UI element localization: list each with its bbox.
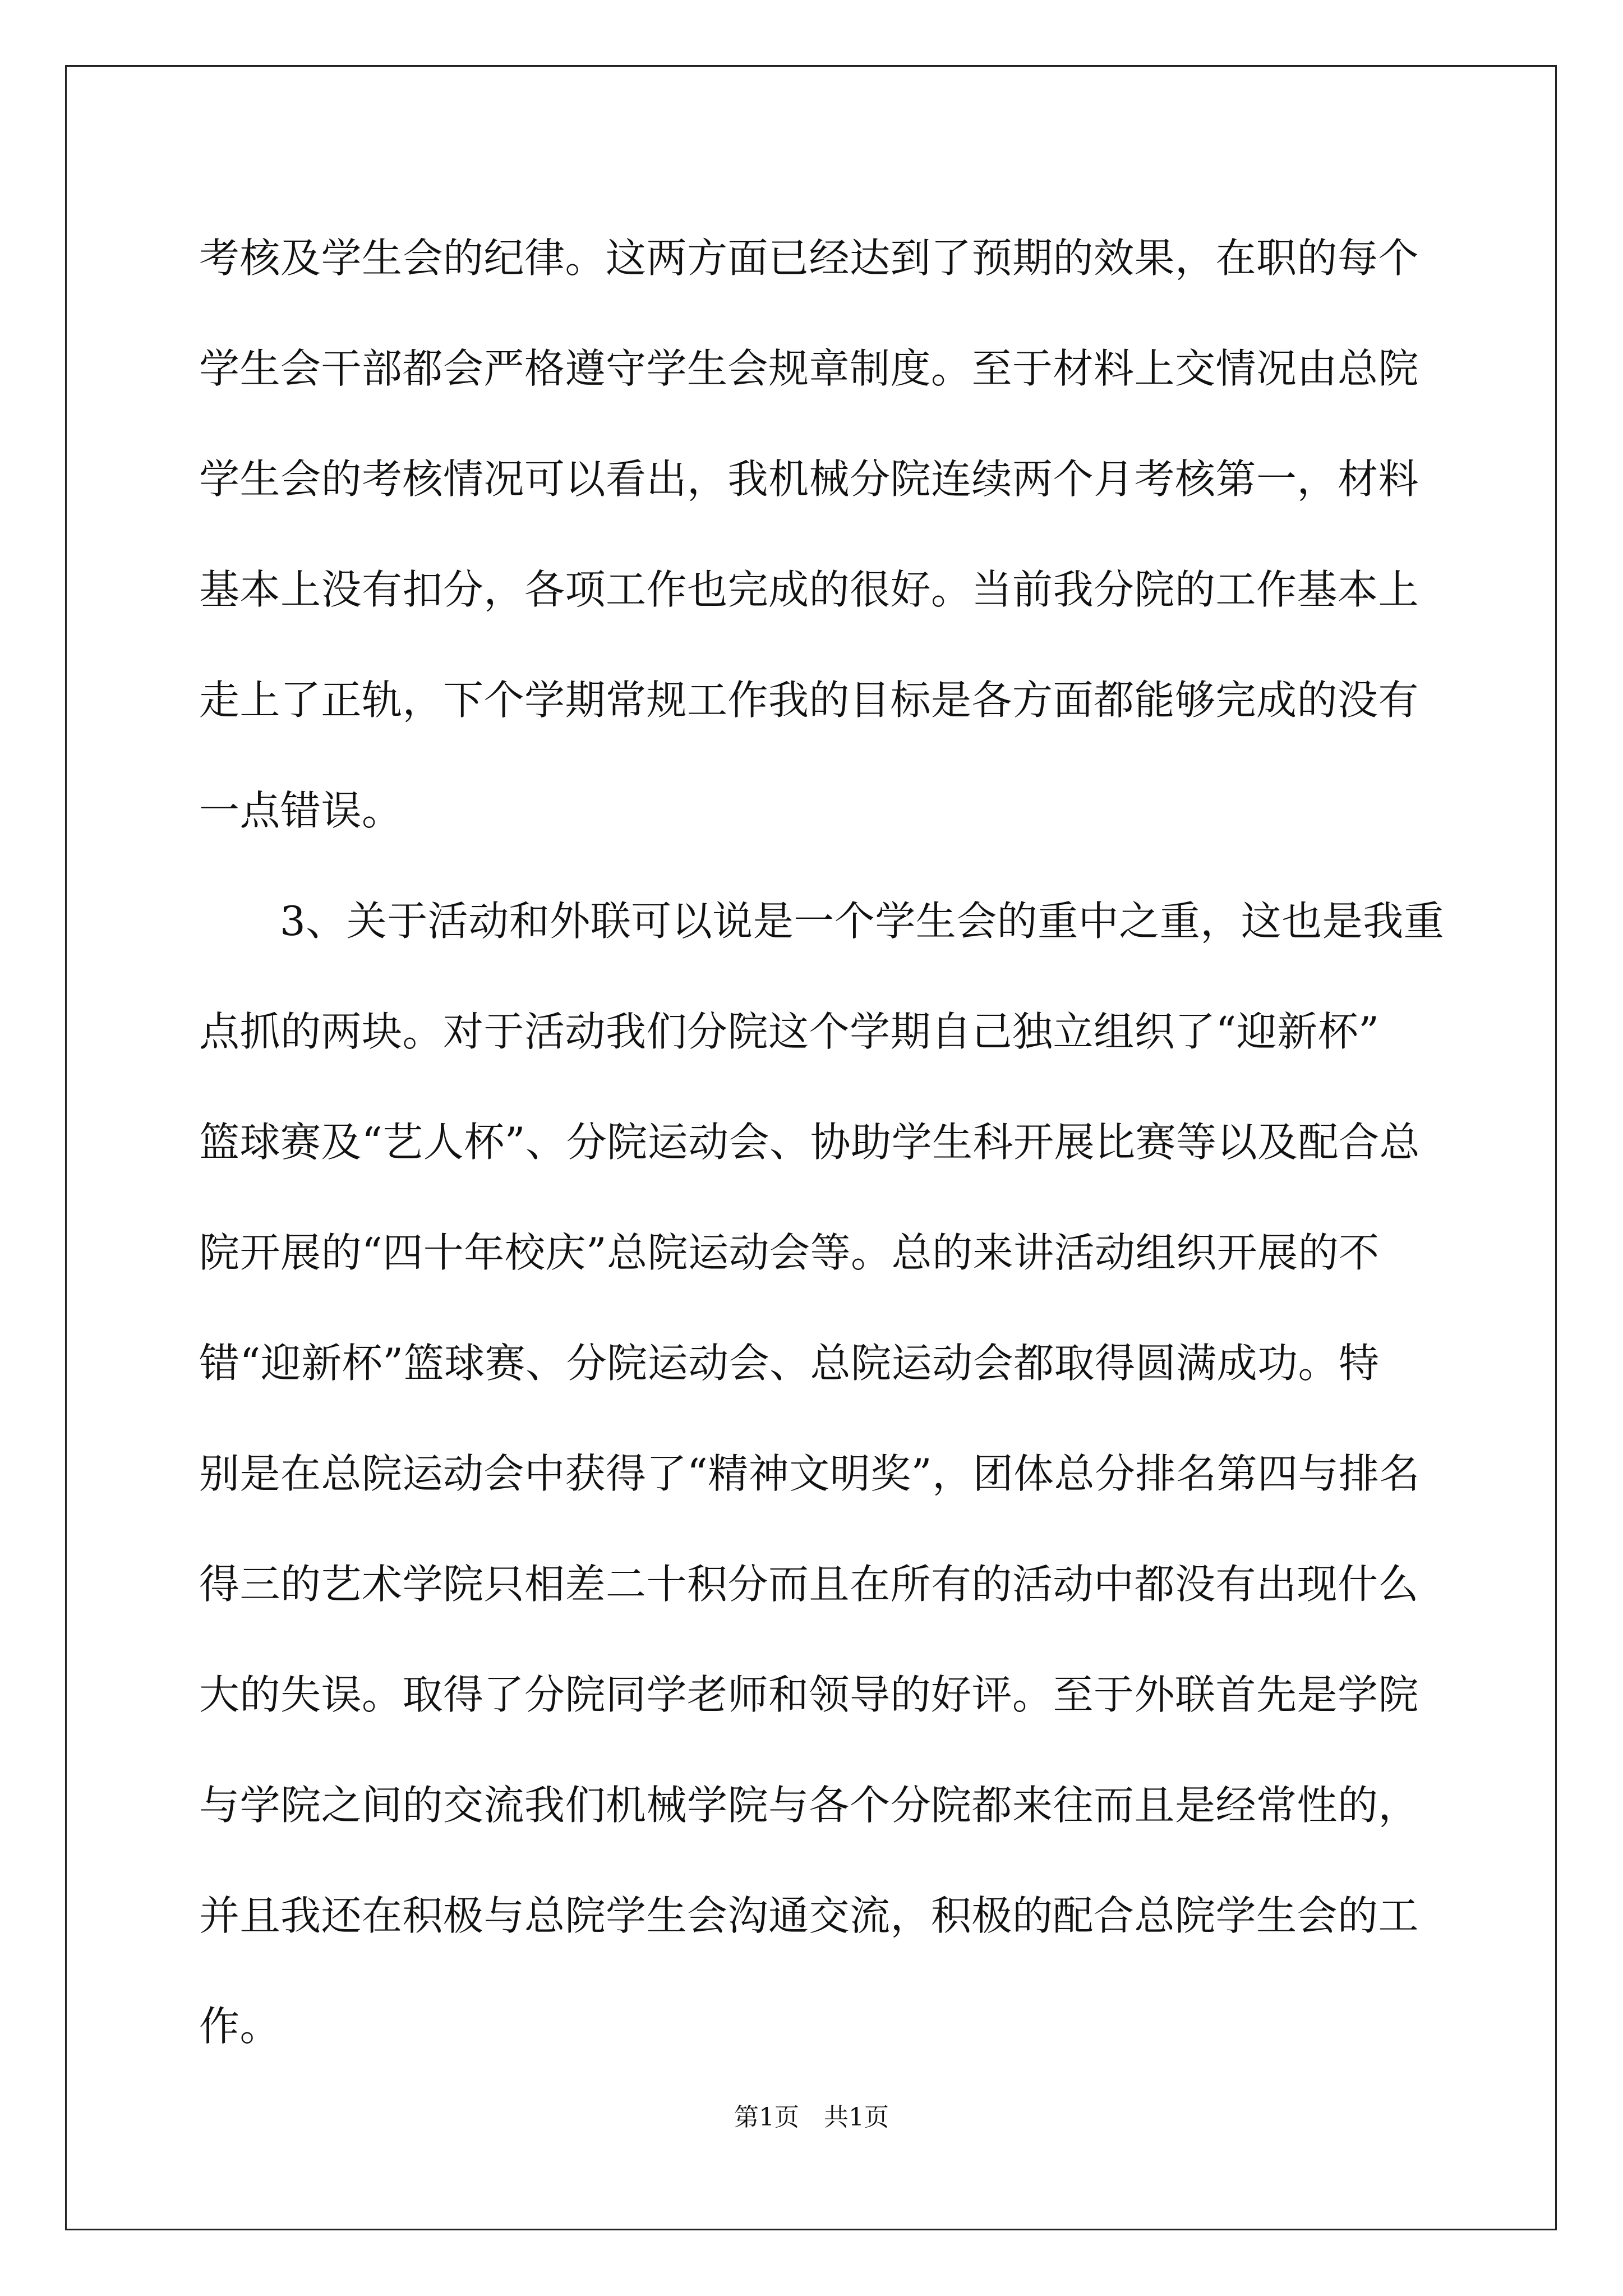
text-line: 点抓的两块。对于活动我们分院这个学期自己独立组织了“迎新杯” (199, 1008, 1380, 1055)
text-line: 并且我还在积极与总院学生会沟通交流，积极的配合总院学生会的工 (199, 1892, 1419, 1939)
text-line: 作。 (199, 2003, 281, 2050)
page-number: 第1页 共1页 (734, 2103, 889, 2132)
text-line: 走上了正轨，下个学期常规工作我的目标是各方面都能够完成的没有 (199, 677, 1419, 724)
paragraph-start-line: 3、关于活动和外联可以说是一个学生会的重中之重，这也是我重 (280, 898, 1445, 945)
text-line: 得三的艺术学院只相差二十积分而且在所有的活动中都没有出现什么 (199, 1561, 1419, 1608)
text-line: 与学院之间的交流我们机械学院与各个分院都来往而且是经常性的， (199, 1782, 1419, 1829)
text-line: 篮球赛及“艺人杯”、分院运动会、协助学生科开展比赛等以及配合总 (199, 1119, 1421, 1166)
text-line: 错“迎新杯”篮球赛、分院运动会、总院运动会都取得圆满成功。特 (199, 1340, 1380, 1387)
text-line: 学生会干部都会严格遵守学生会规章制度。至于材料上交情况由总院 (199, 345, 1419, 392)
text-line: 大的失误。取得了分院同学老师和领导的好评。至于外联首先是学院 (199, 1671, 1419, 1718)
text-line: 别是在总院运动会中获得了“精神文明奖”，团体总分排名第四与排名 (199, 1450, 1421, 1497)
text-line: 学生会的考核情况可以看出，我机械分院连续两个月考核第一，材料 (199, 455, 1419, 503)
text-line: 基本上没有扣分，各项工作也完成的很好。当前我分院的工作基本上 (199, 566, 1419, 613)
text-line: 考核及学生会的纪律。这两方面已经达到了预期的效果，在职的每个 (199, 234, 1419, 282)
document-body (199, 203, 1445, 2082)
text-line: 院开展的“四十年校庆”总院运动会等。总的来讲活动组织开展的不 (199, 1229, 1380, 1276)
text-line: 一点错误。 (199, 787, 403, 834)
